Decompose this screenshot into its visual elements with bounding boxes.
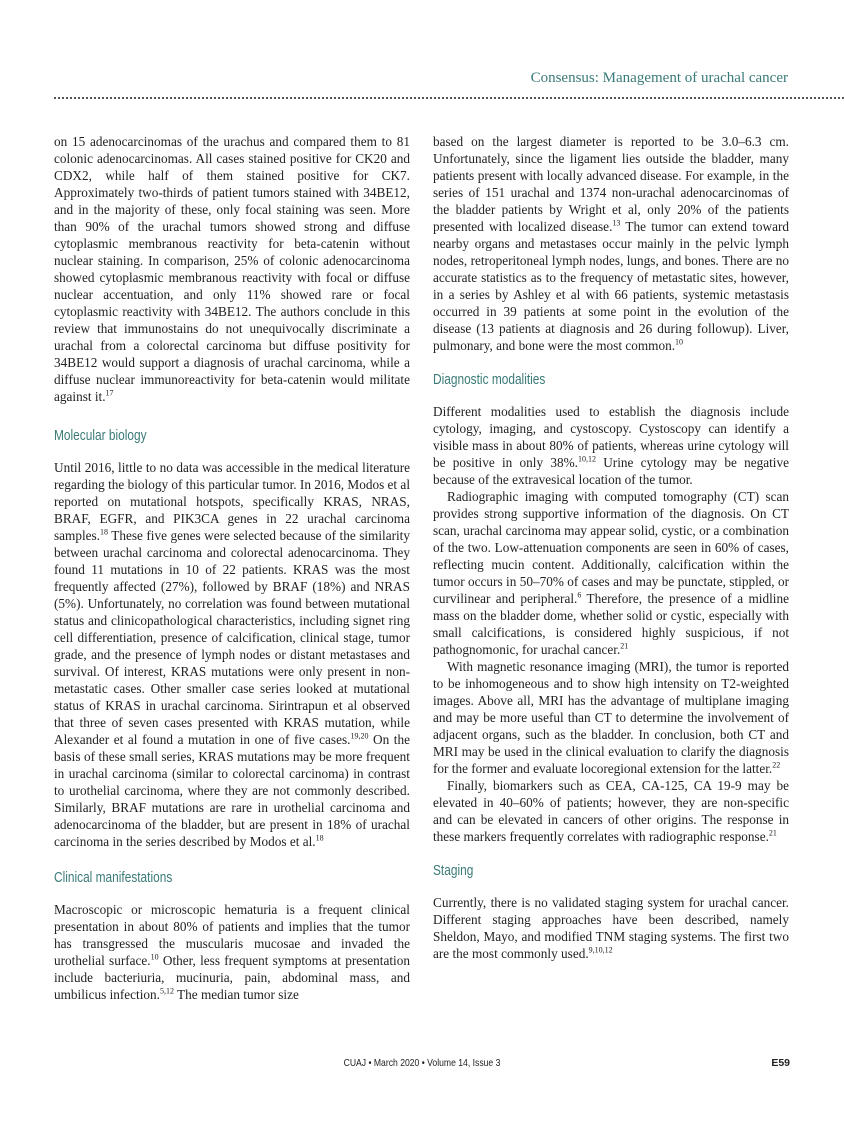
intro-paragraph: on 15 adenocarcinomas of the urachus and compared them to 81 colonic adenocarcinomas. All cases stained positive for CK20 and CDX2, while half of them stained positive for CK7. Approximately two-thirds of patient tumors stained with 34BE12, and in the majority of these, only focal staining was seen. More than 90% of the urachal tumors showed strong and diffuse cytoplasmic membranous reactivity for beta-catenin without nuclear staining. In comparison, 25% of colonic adenocarcinoma showed cytoplasmic membranous reactivity with focal or diffuse nuclear accentuation, and only 11% showed rare or focal cytoplasmic reactivity with 34BE12. The authors conclude in this review that immunostains do not unequivocally discriminate a urachal from a colorectal carcinoma but diffuse positivity for 34BE12 would support a diagnosis of urachal carcinoma, while a diffuse nuclear immunoreactivity for beta-catenin would militate against it.$^{17}$ [54,134,410,404]
diagnostic-paragraph-2: Radiographic imaging with computed tomography (CT) scan provides strong supportive information of the diagnosis. On CT scan, urachal carcinoma may appear solid, cystic, or a combination of the two. Low-attenuation components are seen in 60% of cases, reflecting mucin content. Additionally, calcification within the tumor occurs in 50–70% of cases and may be punctate, stippled, or curvilinear and peripheral.$^6$ Therefore, the presence of a midline mass on the bladder dome, whether solid or cystic, especially with small calcifications, is considered highly suspicious, if not pathognomonic, for urachal cancer.$^{21}$ [433,489,789,657]
diagnostic-paragraph-4: Finally, biomarkers such as CEA, CA-125, CA 19-9 may be elevated in 40–60% of patients; however, they are non-specific and can be elevated in cancers of other origins. The response in these markers frequently correlates with radiographic response.$^{21}$ [433,778,789,844]
ref-19-20: 19,20 [350,731,369,741]
molecular-paragraph: Until 2016, little to no data was accessible in the medical literature regarding the biology of this particular tumor. In 2016, Modos et al reported on mutational hotspots, specifically KRAS, NRAS, BRAF, EGFR, and PIK3CA genes in 22 urachal carcinoma samples.$^{18}$ These five genes were selected because of the similarity between urachal carcinoma and colorectal adenocarcinoma. They found 11 mutations in 10 of 22 patients. KRAS was the most frequently affected (27%), followed by BRAF (18%) and NRAS (5%). Unfortunately, no correlation was found between mutational status and clinicopathological characteristics, including signet ring cell differentiation, presence of calcification, clinical stage, tumor grade, and the presence of lymph nodes or distant metastases and survival. Of interest, KRAS mutations were only present in non-metastatic cases. Other smaller case series looked at mutational status of KRAS in urachal carcinoma. Sirintrapun et al observed that three of seven cases presented with KRAS mutation, while Alexander et al found a mutation in one of five cases.$^{19,20}$ On the basis of these small series, KRAS mutations may be more frequent in urachal carcinoma (similar to colorectal carcinoma) in contrast to urothelial carcinoma, where they are not commonly described. Similarly, BRAF mutations are rare in urothelial carcinoma and adenocarcinoma of the bladder, but are present in 18% of urachal carcinoma in the series described by Modos et al.$^{18}$ [54,460,410,849]
page-number: E59 [771,1057,790,1069]
ref-22: 22 [772,760,781,770]
ref-5-12: 5,12 [159,986,174,996]
ref-10: 10 [675,337,684,347]
ref-17: 17 [105,388,114,398]
ref-6: 6 [577,590,582,600]
heading-diagnostic-modalities: Diagnostic modalities [433,372,546,388]
diagnostic-paragraph-1: Different modalities used to establish the diagnosis include cytology, imaging, and cystoscopy. Cystoscopy can identify a visible mass in about 80% of patients, whereas urine cytology will be positive in only 38%.$^{10,12}$ Urine cytology may be negative because of the extravesical location of the tumor. [433,404,789,487]
heading-staging: Staging [433,863,474,879]
ref-10-12: 10,12 [577,454,596,464]
ref-9-10-12: 9,10,12 [588,945,613,955]
diagnostic-paragraph-3: With magnetic resonance imaging (MRI), the tumor is reported to be inhomogeneous and to show high intensity on T2-weighted images. Above all, MRI has the advantage of multiplane imaging and may be more useful than CT to determine the involvement of adjacent organs, such as the bladder. In conclusion, both CT and MRI may be used in the clinical evaluation to clarify the diagnosis for the former and evaluate locoregional extension for the latter.$^{22}$ [433,659,789,776]
staging-paragraph: Currently, there is no validated staging system for urachal cancer. Different staging approaches have been described, namely Sheldon, Mayo, and modified TNM staging systems. The first two are the most commonly used.$^{9,10,12}$ [433,895,789,961]
left-column [54,133,410,1003]
ref-10: 10 [150,952,159,962]
heading-clinical-manifestations: Clinical manifestations [54,870,173,886]
ref-18: 18 [315,833,324,843]
running-title: Consensus: Management of urachal cancer [530,70,788,86]
ref-21: 21 [620,641,629,651]
heading-molecular-biology: Molecular biology [54,428,147,444]
continued-paragraph: based on the largest diameter is reported to be 3.0–6.3 cm. Unfortunately, since the ligament lies outside the bladder, many patients present with locally advanced disease. For example, in the series of 151 urachal and 1374 non-urachal adenocarcinomas of the bladder patients by Wright et al, only 20% of the patients presented with localized disease.$^{13}$ The tumor can extend toward nearby organs and metastases occur mainly in the pelvic lymph nodes, retroperitoneal lymph nodes, lungs, and bones. There are no accurate statistics as to the frequency of metastatic sites, however, in a series by Ashley et al with 66 patients, systemic metastasis occurred in 39 patients at some point in the evolution of the disease (13 patients at diagnosis and 26 during followup). Liver, pulmonary, and bone were the most common.$^{10}$ [433,134,790,353]
ref-18: 18 [100,527,108,537]
header-divider [54,97,844,99]
page-footer [0,1057,844,1073]
ref-21: 21 [768,828,777,838]
right-column [433,133,789,962]
clinical-paragraph: Macroscopic or microscopic hematuria is a frequent clinical presentation in about 80% of patients and implies that the tumor has transgressed the muscularis mucosae and invaded the urothelial surface.$^{10}$ Other, less frequent symptoms at presentation include bacteriuria, mucinuria, pain, abdominal mass, and umbilicus infection.$^{5,12}$ The median tumor size [54,902,410,1002]
ref-13: 13 [612,218,621,228]
journal-citation: CUAJ • March 2020 • Volume 14, Issue 3 [343,1057,501,1069]
